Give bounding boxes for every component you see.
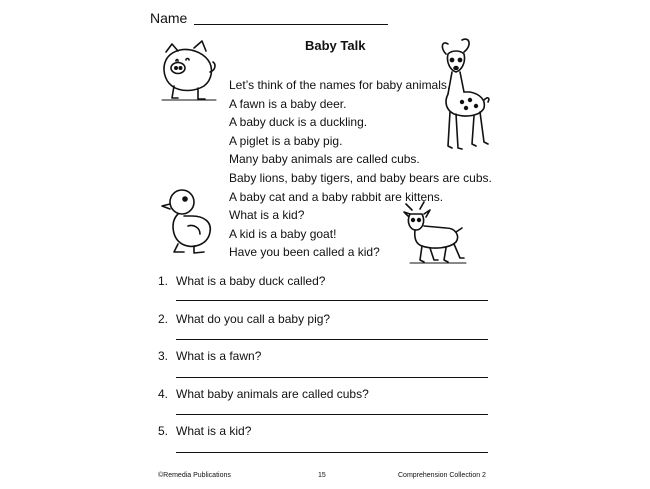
passage-line: A baby duck is a duckling.	[229, 115, 368, 130]
footer-collection: Comprehension Collection 2	[398, 472, 486, 479]
passage-line: Have you been called a kid?	[229, 245, 380, 260]
passage-line: What is a kid?	[229, 208, 305, 223]
question-1	[158, 274, 325, 288]
question-number: 1.	[158, 274, 169, 288]
answer-line-5[interactable]	[176, 452, 488, 453]
name-field-row	[150, 10, 187, 26]
question-number: 3.	[158, 349, 169, 363]
footer-publisher: ©Remedia Publications	[158, 472, 231, 479]
question-text: What is a baby duck called?	[176, 274, 326, 288]
passage-line: A piglet is a baby pig.	[229, 133, 343, 148]
question-3	[158, 349, 261, 363]
footer-page-number: 15	[318, 472, 326, 479]
passage-line: A fawn is a baby deer.	[229, 96, 347, 111]
passage-line: Baby lions, baby tigers, and baby bears are cubs.	[229, 170, 492, 185]
answer-line-3[interactable]	[176, 377, 488, 378]
reading-passage	[229, 76, 492, 262]
duckling-illustration	[160, 186, 216, 256]
name-write-line[interactable]	[194, 24, 388, 25]
passage-line: Many baby animals are called cubs.	[229, 152, 420, 167]
question-2	[158, 312, 330, 326]
question-text: What baby animals are called cubs?	[176, 387, 369, 401]
worksheet-title: Baby Talk	[305, 38, 366, 53]
answer-line-2[interactable]	[176, 339, 488, 340]
passage-line: Let’s think of the names for baby animals.	[229, 78, 451, 92]
piglet-illustration	[158, 38, 220, 104]
answer-line-4[interactable]	[176, 414, 488, 415]
question-text: What is a fawn?	[176, 349, 262, 363]
question-text: What do you call a baby pig?	[176, 312, 331, 326]
passage-line: A baby cat and a baby rabbit are kittens.	[229, 189, 444, 204]
question-number: 5.	[158, 424, 169, 438]
question-number: 2.	[158, 312, 169, 326]
question-number: 4.	[158, 387, 169, 401]
passage-line: A kid is a baby goat!	[229, 226, 337, 241]
answer-line-1[interactable]	[176, 300, 488, 301]
name-label: Name	[150, 10, 188, 26]
question-text: What is a kid?	[176, 424, 252, 438]
question-4	[158, 387, 369, 401]
question-5	[158, 424, 251, 438]
